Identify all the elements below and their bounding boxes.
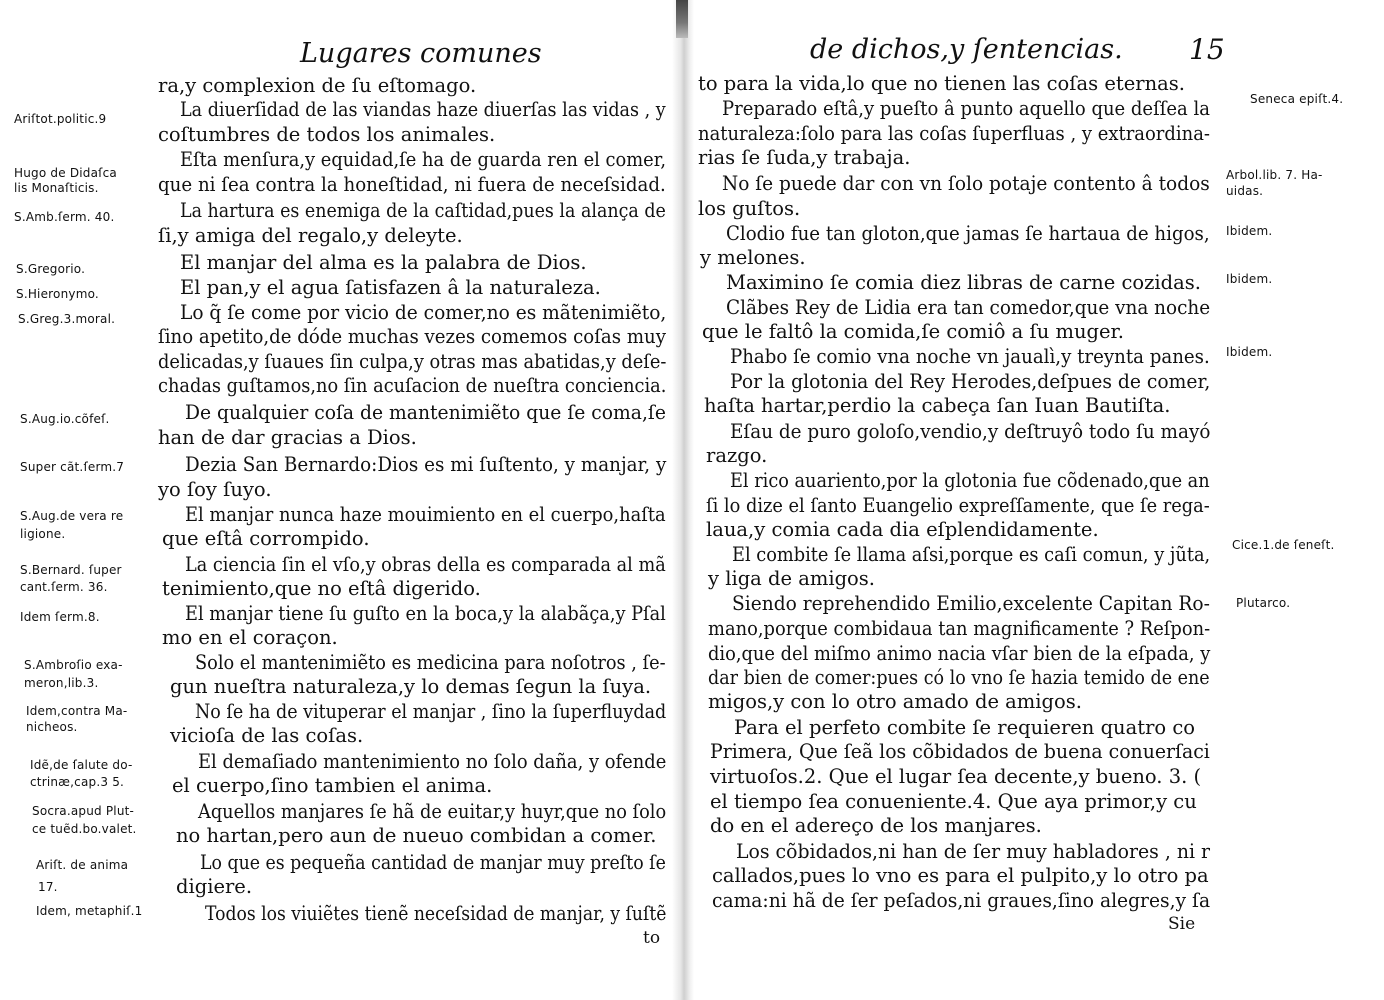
text-line: El demaſiado mantenimiento no ſolo daña, y ofende <box>198 750 667 773</box>
text-line: Lo q̃ ſe come por vicio de comer,no es mãtenimiẽto, <box>180 301 667 324</box>
text-line: naturaleza:ſolo para las coſas ſuperfluas , y extraordina- <box>698 122 1210 145</box>
text-line: Los cõbidados,ni han de ſer muy habladores , ni r <box>736 840 1211 863</box>
text-line: ſi lo dize el ſanto Euangelio expreſſamente, que ſe rega- <box>706 494 1210 517</box>
margin-note: S.Aug.io.cõfeſ. <box>20 412 110 426</box>
margin-note: S.Hieronymo. <box>16 287 99 301</box>
margin-note: Idem,contra Ma- <box>26 704 128 718</box>
text-line: no hartan,pero aun de nueuo combidan a comer. <box>176 824 657 847</box>
text-line: han de dar gracias a Dios. <box>158 426 417 449</box>
text-line: La diuerſidad de las viandas haze diuerſas las vidas , y <box>180 98 666 121</box>
text-line: De qualquier coſa de mantenimiẽto que ſe coma,ſe <box>185 401 666 424</box>
text-line: laua,y comia cada dia eſplendidamente. <box>706 518 1099 541</box>
text-line: razgo. <box>706 444 768 467</box>
margin-note: S.Ambroſio exa- <box>24 658 123 672</box>
margin-note: Ibidem. <box>1226 272 1273 286</box>
text-line: Primera, Que ſeã los cõbidados de buena conuerſaci <box>710 740 1210 763</box>
margin-note: nicheos. <box>26 720 78 734</box>
margin-note: Ariſtot.politic.9 <box>14 112 107 126</box>
margin-note: S.Greg.3.moral. <box>18 312 116 326</box>
margin-note: Idem ſerm.8. <box>20 610 100 624</box>
text-line: Para el perfeto combite ſe requieren quatro co <box>734 716 1195 739</box>
text-line: yo ſoy ſuyo. <box>158 478 272 501</box>
text-line: Dezia San Bernardo:Dios es mi ſuſtento, y manjar, y <box>185 453 667 476</box>
margin-note: S.Amb.ſerm. 40. <box>14 210 115 224</box>
margin-note: Seneca epiſt.4. <box>1250 92 1344 106</box>
text-line: Phabo ſe comio vna noche vn jaualì,y treynta panes. <box>730 345 1210 368</box>
text-line: do en el adereço de los manjares. <box>710 814 1042 837</box>
margin-note: ligione. <box>20 527 66 541</box>
text-line: Preparado eſtâ,y pueſto â punto aquello que deſſea la <box>722 97 1210 120</box>
text-line: Eſau de puro goloſo,vendio,y deſtruyô todo ſu mayó <box>730 420 1211 443</box>
margin-note: S.Gregorio. <box>16 262 86 276</box>
margin-note: Ibidem. <box>1226 224 1273 238</box>
text-line: El pan,y el agua ſatisfazen â la naturaleza. <box>180 276 601 299</box>
text-line: Clodio fue tan gloton,que jamas ſe hartaua de higos, <box>726 222 1210 245</box>
text-line: La hartura es enemiga de la caſtidad,pues la alança de <box>180 199 666 222</box>
text-line: que eſtâ corrompido. <box>162 527 370 550</box>
margin-note: cant.ſerm. 36. <box>20 580 108 594</box>
margin-note: Idem, metaphiſ.1 <box>36 904 143 918</box>
text-line: callados,pues lo vno es para el pulpito,y lo otro pa <box>712 864 1209 887</box>
text-line: dar bien de comer:pues có lo vno ſe hazia temido de ene <box>708 666 1210 689</box>
text-line: el tiempo ſea conueniente.4. Que aya primor,y cu <box>710 790 1197 813</box>
margin-note: Plutarco. <box>1236 596 1291 610</box>
text-line: chadas guſtamos,no ſin acuſacion de nueſtra conciencia. <box>158 374 667 397</box>
running-head-left: Lugares comunes <box>300 38 542 69</box>
margin-note: S.Aug.de vera re <box>20 509 124 523</box>
text-line: No ſe ha de vituperar el manjar , ſino la ſuperfluydad <box>195 700 667 723</box>
text-line: haſta hartar,perdio la cabeça ſan Iuan Bautiſta. <box>704 394 1171 417</box>
margin-note: Cice.1.de ſeneſt. <box>1232 538 1335 552</box>
text-line: Solo el mantenimiẽto es medicina para noſotros , ſe- <box>195 651 666 674</box>
margin-note: Super cãt.ſerm.7 <box>20 460 125 474</box>
left-page <box>0 0 690 1000</box>
text-line: que ni ſea contra la honeſtidad, ni fuera de neceſsidad. <box>158 173 666 196</box>
text-line: El manjar tiene ſu guſto en la boca,y la alabãça,y Pſal <box>185 602 666 625</box>
text-line: rias ſe ſuda,y trabaja. <box>698 146 911 169</box>
text-line: el cuerpo,ſino tambien el anima. <box>172 774 493 797</box>
text-line: cama:ni hã de ſer peſados,ni graues,ſino alegres,y ſa <box>712 889 1211 912</box>
text-line: digiere. <box>176 875 253 898</box>
text-line: vicioſa de las coſas. <box>170 724 364 747</box>
text-line: ra,y complexion de ſu eſtomago. <box>158 74 477 97</box>
text-line: y melones. <box>700 246 806 269</box>
text-line: Clãbes Rey de Lidia era tan comedor,que vna noche <box>726 296 1211 319</box>
text-line: gun nueſtra naturaleza,y lo demas ſegun la ſuya. <box>170 675 652 698</box>
catchword-right: Sie <box>1168 914 1196 934</box>
text-line: mo en el coraçon. <box>162 626 338 649</box>
text-line: Lo que es pequeña cantidad de manjar muy preſto ſe <box>200 851 666 874</box>
text-line: ſino apetito,de dóde muchas vezes comemos coſas muy <box>158 325 666 348</box>
text-line: Maximino ſe comia diez libras de carne cozidas. <box>726 271 1201 294</box>
text-line: coſtumbres de todos los animales. <box>158 123 496 146</box>
text-line: migos,y con lo otro amado de amigos. <box>708 690 1082 713</box>
text-line: Siendo reprehendido Emilio,excelente Capitan Ro- <box>732 592 1210 615</box>
text-line: El combite ſe llama aſsi,porque es caſi comun, y jũta, <box>732 543 1211 566</box>
margin-note: Hugo de Didaſca <box>14 166 117 180</box>
text-line: tenimiento,que no eſtâ digerido. <box>162 577 481 600</box>
text-line: y liga de amigos. <box>708 567 875 590</box>
running-head-right: de dichos,y ſentencias. <box>810 34 1123 65</box>
text-line: virtuoſos.2. Que el lugar ſea decente,y bueno. 3. ( <box>710 765 1202 788</box>
text-line: mano,porque combidaua tan magnificamente ? Reſpon- <box>708 617 1211 640</box>
text-line: Aquellos manjares ſe hã de euitar,y huyr,que no ſolo <box>198 800 667 823</box>
text-line: Eſta menſura,y equidad,ſe ha de guarda ren el comer, <box>180 148 666 171</box>
text-line: Por la glotonia del Rey Herodes,deſpues de comer, <box>730 370 1211 393</box>
catchword-left: to <box>643 928 661 948</box>
text-line: delicadas,y ſuaues ſin culpa,y otras mas abatidas,y deſe- <box>158 350 667 373</box>
text-line: dio,que del miſmo animo nacia vſar bien de la eſpada, y <box>708 642 1211 665</box>
text-line: El manjar del alma es la palabra de Dios. <box>180 251 587 274</box>
margin-note: ce tuẽd.bo.valet. <box>32 822 137 836</box>
right-page <box>692 0 1384 1000</box>
page-number: 15 <box>1189 33 1225 66</box>
margin-note: Idẽ,de ſalute do- <box>30 758 133 772</box>
margin-note: Ariſt. de anima <box>36 858 129 872</box>
margin-note: Socra.apud Plut- <box>32 804 135 818</box>
text-line: El rico auariento,por la glotonia fue cõdenado,que an <box>730 469 1210 492</box>
margin-note: Ibidem. <box>1226 345 1273 359</box>
margin-note: S.Bernard. ſuper <box>20 563 122 577</box>
text-line: Todos los viuiẽtes tienẽ neceſsidad de manjar, y ſuſtẽ <box>205 902 667 925</box>
margin-note: Arbol.lib. 7. Ha- <box>1226 168 1323 182</box>
margin-note: lis Monaſticis. <box>14 181 99 195</box>
text-line: que le faltô la comida,ſe comiô a ſu muger. <box>702 320 1124 343</box>
text-line: El manjar nunca haze mouimiento en el cuerpo,haſta <box>185 503 666 526</box>
text-line: to para la vida,lo que no tienen las coſas eternas. <box>698 72 1185 95</box>
margin-note: 17. <box>38 880 58 894</box>
text-line: No ſe puede dar con vn ſolo potaje contento â todos <box>722 172 1210 195</box>
text-line: La ciencia ſin el vſo,y obras della es comparada al mã <box>185 553 666 576</box>
margin-note: uidas. <box>1226 184 1264 198</box>
text-line: los guſtos. <box>698 197 801 220</box>
margin-note: ctrinæ,cap.3 5. <box>30 775 125 789</box>
margin-note: meron,lib.3. <box>24 676 99 690</box>
text-line: ſi,y amiga del regalo,y deleyte. <box>158 224 463 247</box>
